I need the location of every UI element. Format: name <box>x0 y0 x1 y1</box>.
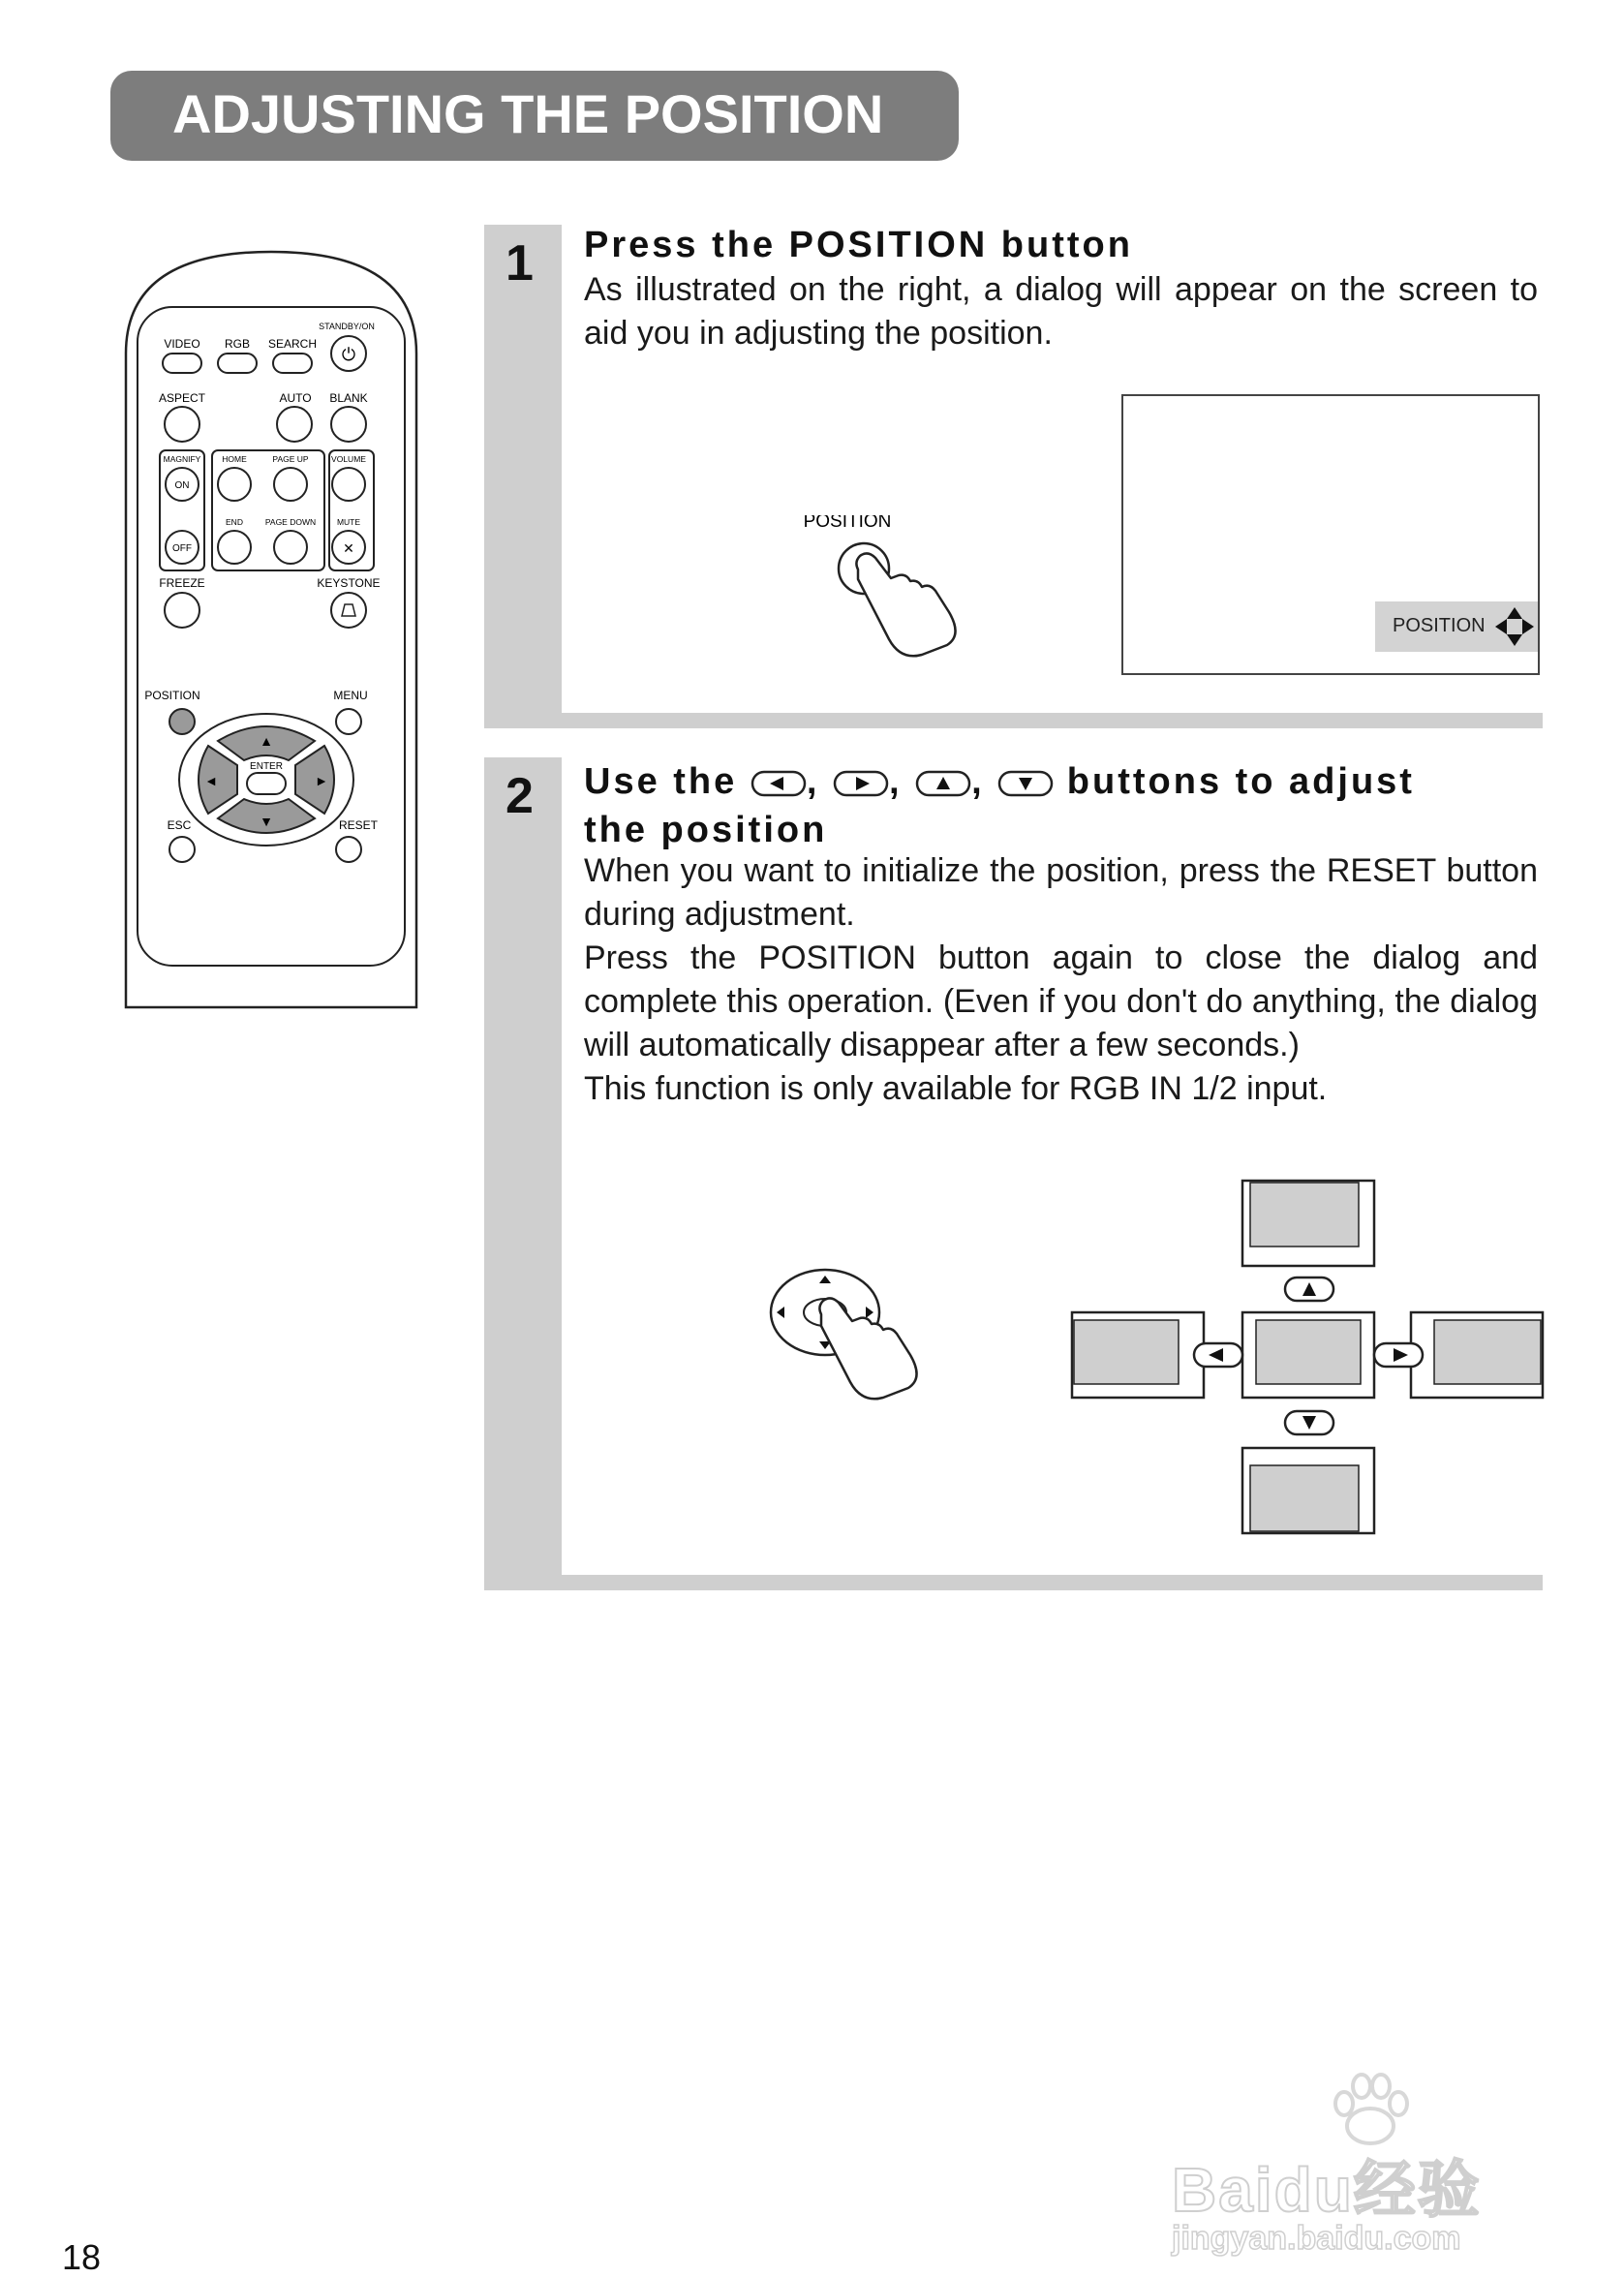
keystone-label: KEYSTONE <box>317 576 381 590</box>
volume-label: VOLUME <box>331 454 366 464</box>
paw-icon <box>1327 2073 1414 2150</box>
step-2-stripe <box>484 757 562 1590</box>
video-button[interactable] <box>163 354 201 373</box>
keystone-button[interactable] <box>331 593 366 628</box>
left-arrow-icon: ◄ <box>204 773 218 788</box>
blank-label: BLANK <box>329 391 368 405</box>
home-button[interactable] <box>218 468 251 501</box>
blank-button[interactable] <box>331 407 366 442</box>
auto-label: AUTO <box>279 391 312 405</box>
step-2-heading <box>584 757 1415 854</box>
page-number: 18 <box>62 2237 102 2277</box>
step-1-number: 1 <box>506 235 534 292</box>
home-label: HOME <box>222 454 247 464</box>
step-1-heading: Press the POSITION button <box>584 225 1133 265</box>
step-1 <box>484 225 1543 728</box>
right-arrow-icon: ► <box>315 773 328 788</box>
position-movement-diagram <box>1070 1179 1545 1561</box>
up-button-icon <box>915 770 971 797</box>
step-2-paragraph-2: Press the POSITION button again to close the dialog and complete this operation. (Even if you don't do anything, the dialog will automatically disappear after a few seconds.) <box>584 939 1538 1063</box>
watermark-url: jingyan.baidu.com <box>1172 2220 1461 2257</box>
step-2-heading-sep-3: , <box>971 761 985 802</box>
step-2-heading-sep-1: , <box>806 761 820 802</box>
mute-icon: ✕ <box>343 540 354 556</box>
position-dialog <box>1375 601 1538 652</box>
reset-label: RESET <box>338 818 379 832</box>
step-2 <box>484 757 1543 1590</box>
screen-frame <box>1121 394 1540 675</box>
off-label: OFF <box>172 543 192 554</box>
step-1-body: As illustrated on the right, a dialog will appear on the screen to aid you in adjusting the position. <box>584 271 1538 352</box>
on-label: ON <box>174 480 190 491</box>
step-2-paragraph-3: This function is only available for RGB IN 1/2 input. <box>584 1070 1328 1107</box>
rgb-label: RGB <box>224 337 251 351</box>
esc-button[interactable] <box>169 837 195 862</box>
aspect-label: ASPECT <box>158 391 206 405</box>
step-2-heading-pre: Use the <box>584 761 738 802</box>
down-button-icon <box>997 770 1054 797</box>
up-arrow-icon: ▲ <box>260 733 273 749</box>
page-down-label: PAGE DOWN <box>264 517 317 527</box>
video-label: VIDEO <box>164 337 200 351</box>
page-up-button[interactable] <box>274 468 307 501</box>
position-dialog-label: POSITION <box>1393 615 1486 636</box>
four-way-arrow-icon <box>1493 605 1536 648</box>
auto-button[interactable] <box>277 407 312 442</box>
step-2-heading-sep-2: , <box>888 761 903 802</box>
position-button-press-illustration <box>794 515 978 690</box>
step-1-stripe <box>484 225 562 728</box>
down-arrow-icon: ▼ <box>260 814 273 829</box>
remote-control-illustration <box>116 247 426 1012</box>
standby-label: STANDBY/ON <box>319 322 375 331</box>
page-up-label: PAGE UP <box>272 454 309 464</box>
mute-label: MUTE <box>336 517 361 527</box>
page-down-button[interactable] <box>274 531 307 564</box>
magnify-label: MAGNIFY <box>163 454 201 464</box>
menu-label: MENU <box>333 689 368 702</box>
title-bar <box>110 71 959 161</box>
step-2-heading-line-2: the position <box>584 810 828 850</box>
freeze-label: FREEZE <box>159 576 205 590</box>
pointing-hand-icon <box>856 553 955 656</box>
enter-label: ENTER <box>250 761 283 772</box>
volume-button[interactable] <box>332 468 365 501</box>
right-button-icon <box>833 770 889 797</box>
power-icon: ⏻ <box>341 345 356 364</box>
dpad-press-illustration <box>765 1266 939 1431</box>
menu-button[interactable] <box>336 709 361 734</box>
step-2-body <box>584 849 1538 1111</box>
reset-button[interactable] <box>336 837 361 862</box>
left-button-icon <box>751 770 807 797</box>
rgb-button[interactable] <box>218 354 257 373</box>
step-2-paragraph-1: When you want to initialize the position, press the RESET button during adjustment. <box>584 852 1538 933</box>
position-label: POSITION <box>144 689 200 702</box>
enter-button[interactable] <box>247 773 286 794</box>
search-button[interactable] <box>273 354 312 373</box>
end-label: END <box>226 517 243 527</box>
position-button[interactable] <box>169 709 195 734</box>
step-2-bottom-bar <box>484 1575 1543 1590</box>
esc-label: ESC <box>167 818 192 832</box>
step-2-heading-post: buttons to adjust <box>1066 761 1415 802</box>
page-title: ADJUSTING THE POSITION <box>172 83 884 144</box>
search-label: SEARCH <box>267 337 318 351</box>
end-button[interactable] <box>218 531 251 564</box>
freeze-button[interactable] <box>165 593 199 628</box>
watermark <box>1143 2073 1569 2266</box>
aspect-button[interactable] <box>165 407 199 442</box>
step-1-bottom-bar <box>484 713 1543 728</box>
step-2-number: 2 <box>506 768 534 824</box>
position-button-caption: POSITION <box>803 515 892 532</box>
watermark-brand: Baidu经验 <box>1172 2155 1482 2225</box>
